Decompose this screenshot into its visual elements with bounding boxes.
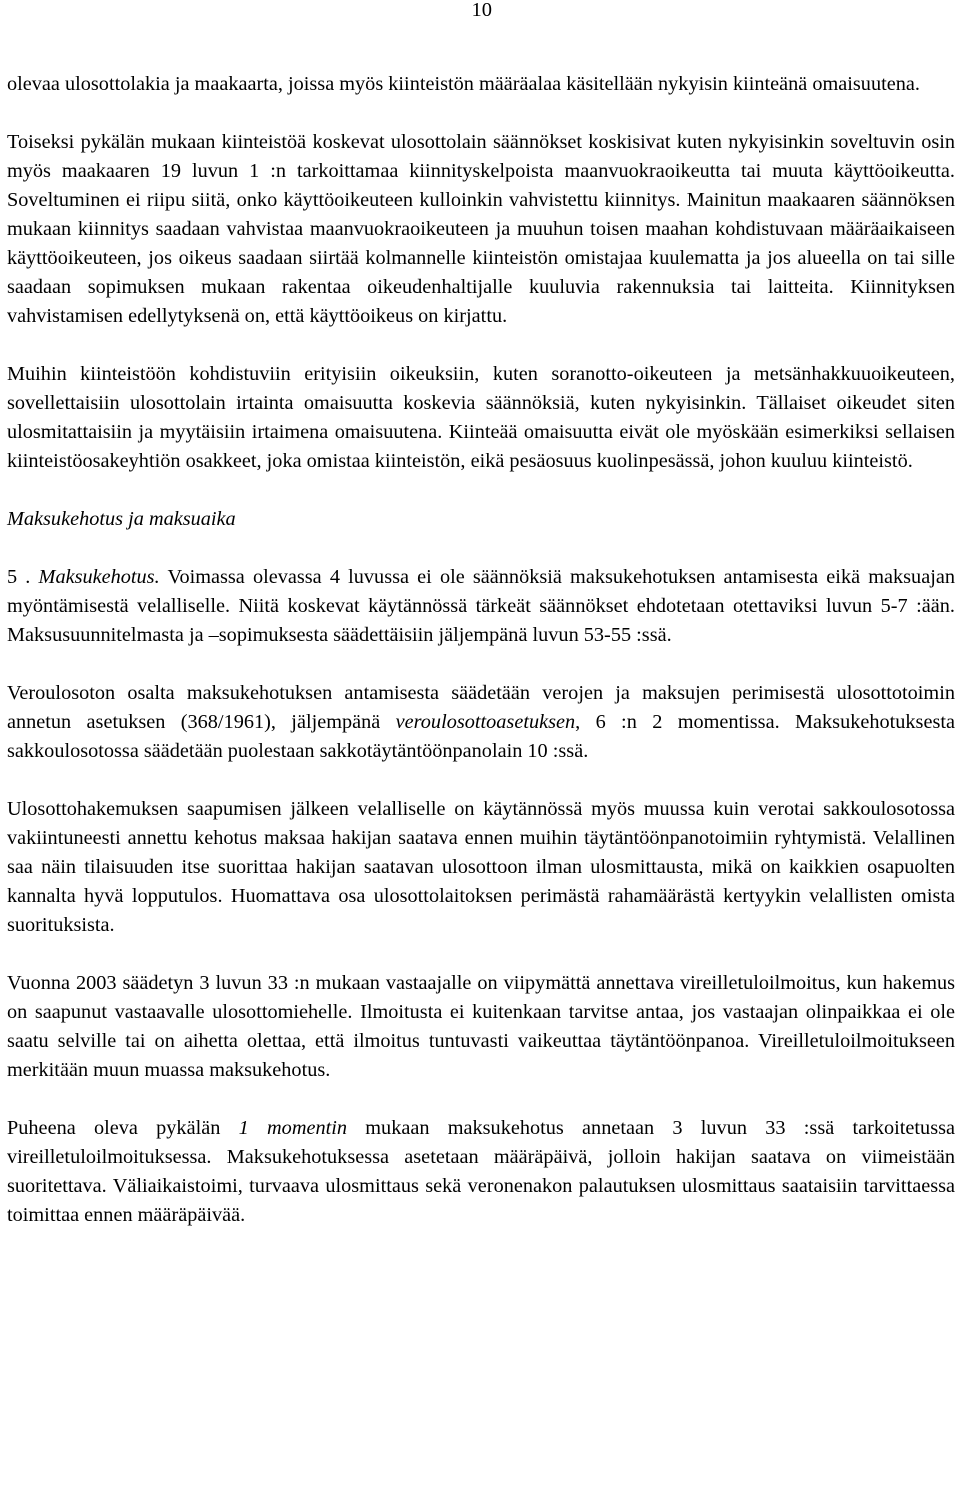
paragraph-3: Muihin kiinteistöön kohdistuviin erityisiin oikeuksiin, kuten soranotto-oikeuteen ja metsänhakkuuoikeuteen, sovellettaisiin ulosottolain irtainta omaisuutta koskevia säännöksiä, kuten nykyisinkin. Tällaiset oikeudet siten ulosmitattaisiin ja myytäisiin irtaimena omaisuutena. Kiinteää omaisuutta eivät ole myöskään esimerkiksi sellaisen kiinteistöosakeyhtiön osakkeet, joka omistaa kiinteistön, eikä pesäosuus kuolinpesässä, johon kuuluu kiinteistö. [7,363,955,472]
paragraph-1: olevaa ulosottolakia ja maakaarta, joissa myös kiinteistön määräalaa käsitellään nykyisin kiinteänä omaisuutena. [7,73,920,95]
paragraph-8-part-a: Puheena oleva pykälän [7,1117,221,1139]
paragraph-5-part-a: Veroulosoton osalta maksukehotuksen antamisesta säädetään verojen ja maksujen perimisestä ulosottotoimin annetun asetuksen (368/1961), jäljempänä [7,682,955,733]
paragraph-8-italic: 1 momentin [238,1117,348,1139]
paragraph-2: Toiseksi pykälän mukaan kiinteistöä koskevat ulosottolain säännökset koskisivat kuten nykyisinkin soveltuvin osin myös maakaaren 19 luvun 1 :n tarkoittamaa kiinnityskelpoista maanvuokraoikeutta tai muuta käyttöoikeutta. Soveltuminen ei riipu siitä, onko käyttöoikeuteen kulloinkin vahvistettu kiinnitys. Mainitun maakaaren säännöksen mukaan kiinnitys saadaan vahvistaa maanvuokraoikeuteen ja muuhun toisen maahan kohdistuvaan määräaikaiseen käyttöoikeuteen, jos oikeus saadaan siirtää kolmannelle kiinteistön omistajaa kuulematta ja jos alueella on tai sille saadaan sopimuksen mukaan rakentaa oikeudenhaltijalle kuuluvia rakennuksia tai laitteita. Kiinnityksen vahvistamisen edellytyksenä on, että käyttöoikeus on kirjattu. [7,131,955,327]
paragraph-5-part-b: , 6 :n 2 momentissa. Maksukehotuksesta sakkoulosotossa säädetään puolestaan sakkotäytäntöönpanolain 10 :ssä. [7,711,955,762]
paragraph-8 [7,1114,955,1230]
paragraph-5-italic: veroulosottoasetuksen [395,711,576,733]
section-title: Maksukehotus. [38,566,160,588]
paragraph-7: Vuonna 2003 säädetyn 3 luvun 33 :n mukaan vastaajalle on viipymättä annettava vireilletuloilmoitus, kun hakemus on saapunut vastaavalle ulosottomiehelle. Ilmoitusta ei kuitenkaan tarvitse antaa, jos vastaajan olinpaikkaa ei ole saatu selville tai on aihetta olettaa, että ilmoitus tuntuvasti vaikeuttaa täytäntöönpanoa. Vireilletuloilmoitukseen merkitään muun muassa maksukehotus. [7,972,955,1081]
section-number: 5 . [7,566,31,588]
paragraph-6: Ulosottohakemuksen saapumisen jälkeen velalliselle on käytännössä myös muussa kuin verotai sakkoulosotossa vakiintuneesti annettu kehotus maksaa hakijan saatava ennen muihin täytäntöönpanotoimiin ryhtymistä. Velallinen saa näin tilaisuuden itse suorittaa hakijan saatavan ulosottoon ilman ulosmittausta, mikä on kaikkien osapuolten kannalta hyvä lopputulos. Huomattava osa ulosottolaitoksen perimästä rahamäärästä kertyykin velallisten omista suorituksista. [7,798,955,936]
paragraph-8-part-b: mukaan maksukehotus annetaan 3 luvun 33 :ssä tarkoitetussa vireilletuloilmoituksessa. Maksukehotuksessa asetetaan määräpäivä, jolloin hakijan saatava on viimeistään suoritettava. Väliaikaistoimi, turvaava ulosmittaus sekä veronenakon palautuksen ulosmittaus saataisiin tarvittaessa toimittaa ennen määräpäivää. [7,1117,955,1226]
document-body [7,70,955,1259]
section-heading: Maksukehotus ja maksuaika [7,508,236,530]
paragraph-5 [7,679,955,766]
paragraph-4 [7,563,955,650]
paragraph-4-body: Voimassa olevassa 4 luvussa ei ole säännöksiä maksukehotuksen antamisesta eikä maksuajan myöntämisestä velalliselle. Niitä koskevat käytännössä tärkeät säännökset ehdotetaan otettaviksi luvun 5-7 :ään. Maksusuunnitelmasta ja –sopimuksesta säädettäisiin jäljempänä luvun 53-55 :ssä. [7,566,955,646]
page-number: 10 [471,0,492,21]
